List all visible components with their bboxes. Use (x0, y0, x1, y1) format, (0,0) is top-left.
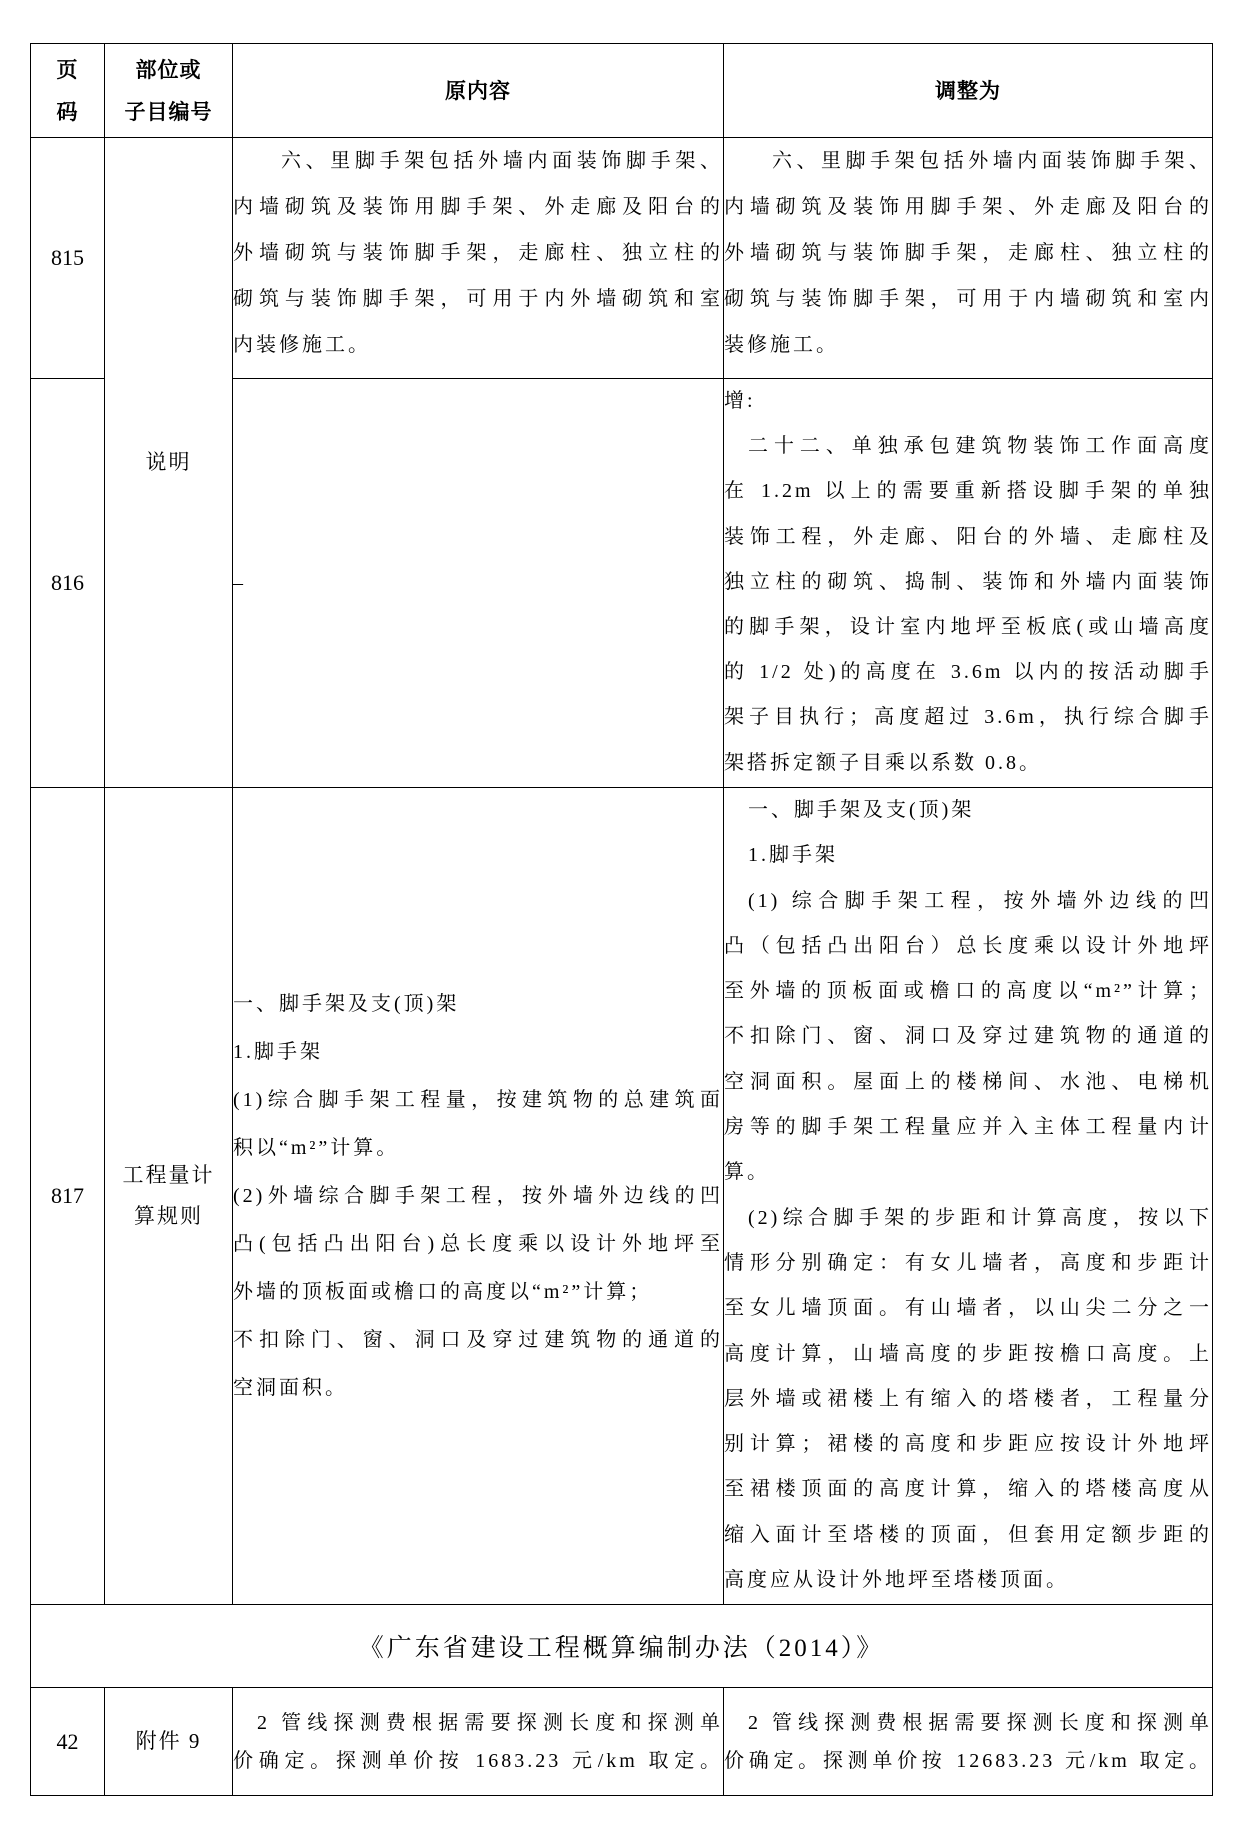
page-number: 815 (31, 138, 105, 379)
text-line: 凸（包括凸出阳台）总长度乘以设计外地坪 (724, 934, 1212, 957)
revision-table (30, 43, 1213, 1796)
text-line: 别计算；裙楼的高度和步距应按设计外地坪 (724, 1433, 1212, 1456)
section-title: 《广东省建设工程概算编制办法（2014）》 (31, 1605, 1213, 1688)
adjusted-content (724, 788, 1213, 1605)
text-line: (2)综合脚手架的步距和计算高度，按以下 (748, 1206, 1212, 1229)
section-label-line: 工程量计 (122, 1163, 215, 1187)
text-line: 六、里脚手架包括外墙内面装饰脚手架、 (772, 150, 1212, 172)
text-line: 空洞面积。 (233, 1377, 348, 1399)
text-line: 内墙砌筑及装饰用脚手架、外走廊及阳台的 (724, 196, 1212, 218)
header-page-line: 页 (56, 57, 79, 82)
text-line: 算。 (724, 1161, 770, 1184)
text-line: 层外墙或裙楼上有缩入的塔楼者，工程量分 (724, 1387, 1212, 1410)
text-line: 高度应从设计外地坪至塔楼顶面。 (724, 1569, 1069, 1592)
text-line: 增: (724, 390, 756, 412)
text-line: 在 1.2m 以上的需要重新搭设脚手架的单独 (724, 480, 1212, 503)
text-line: 凸(包括凸出阳台)总长度乘以设计外地坪至 (233, 1233, 723, 1255)
section-label: 说明 (105, 138, 233, 788)
text-line: 情形分别确定：有女儿墙者，高度和步距计 (724, 1251, 1212, 1274)
text-line: 2 管线探测费根据需要探测长度和探测单 (748, 1711, 1212, 1734)
text-line: 不扣除门、窗、洞口及穿过建筑物的通道的 (233, 1329, 723, 1351)
text-line: 外墙的顶板面或檐口的高度以“m²”计算； (233, 1281, 653, 1303)
table-row (31, 138, 1213, 379)
text-line: 装修施工。 (724, 334, 839, 356)
page-number: 816 (31, 379, 105, 788)
text-line: (1) 综合脚手架工程，按外墙外边线的凹 (748, 889, 1212, 912)
original-content (233, 138, 724, 379)
text-line: 的脚手架，设计室内地坪至板底(或山墙高度 (724, 615, 1212, 638)
text-line: 不扣除门、窗、洞口及穿过建筑物的通道的 (724, 1025, 1212, 1048)
text-line: 一、脚手架及支(顶)架 (233, 993, 460, 1015)
text-line: 价确定。探测单价按 12683.23 元/km 取定。 (724, 1749, 1212, 1772)
text-line: 房等的脚手架工程量应并入主体工程量内计 (724, 1116, 1212, 1139)
section-label-line: 算规则 (134, 1204, 203, 1228)
text-line: 缩入面计至塔楼的顶面，但套用定额步距的 (724, 1523, 1212, 1546)
original-content (233, 379, 724, 788)
text-line: 架子目执行；高度超过 3.6m，执行综合脚手 (724, 706, 1212, 729)
header-section-line: 部位或 (135, 57, 202, 82)
header-adjusted: 调整为 (724, 44, 1213, 138)
section-label (105, 788, 233, 1605)
text-line: 1.脚手架 (748, 844, 838, 867)
header-section (105, 44, 233, 138)
section-label: 附件 9 (105, 1688, 233, 1796)
adjusted-content (724, 138, 1213, 379)
text-line: 外墙砌筑与装饰脚手架，走廊柱、独立柱的 (724, 242, 1212, 264)
text-line: 内墙砌筑及装饰用脚手架、外走廊及阳台的 (233, 196, 723, 218)
text-line: 砌筑与装饰脚手架，可用于内墙砌筑和室内 (724, 288, 1212, 310)
text-line: 装饰工程，外走廊、阳台的外墙、走廊柱及 (724, 525, 1212, 548)
text-line: 架搭拆定额子目乘以系数 0.8。 (724, 751, 1042, 774)
text-line: 独立柱的砌筑、捣制、装饰和外墙内面装饰 (724, 570, 1212, 593)
table-row (31, 1688, 1213, 1796)
text-line: 至外墙的顶板面或檐口的高度以“m²”计算； (724, 980, 1212, 1003)
text-line: 的 1/2 处)的高度在 3.6m 以内的按活动脚手 (724, 661, 1212, 684)
text-line: 六、里脚手架包括外墙内面装饰脚手架、 (281, 150, 723, 172)
table-row (31, 788, 1213, 1605)
text-line: 积以“m²”计算。 (233, 1137, 400, 1159)
header-row (31, 44, 1213, 138)
original-content (233, 788, 724, 1605)
header-page (31, 44, 105, 138)
text-line: 至裙楼顶面的高度计算，缩入的塔楼高度从 (724, 1478, 1212, 1501)
text-line: 价确定。探测单价按 1683.23 元/km 取定。 (233, 1749, 723, 1772)
original-content (233, 1688, 724, 1796)
text-line: (2)外墙综合脚手架工程，按外墙外边线的凹 (233, 1185, 723, 1207)
text-line: 内装修施工。 (233, 334, 371, 356)
empty-dash: – (233, 572, 246, 594)
text-line: 1.脚手架 (233, 1041, 323, 1063)
text-line: 高度计算，山墙高度的步距按檐口高度。上 (724, 1342, 1212, 1365)
text-line: 二十二、单独承包建筑物装饰工作面高度 (748, 435, 1212, 458)
text-line: (1)综合脚手架工程量，按建筑物的总建筑面 (233, 1089, 723, 1111)
adjusted-content (724, 1688, 1213, 1796)
page-number: 42 (31, 1688, 105, 1796)
header-original: 原内容 (233, 44, 724, 138)
header-page-line: 码 (56, 99, 79, 124)
page-number: 817 (31, 788, 105, 1605)
text-line: 至女儿墙顶面。有山墙者，以山尖二分之一 (724, 1297, 1212, 1320)
text-line: 外墙砌筑与装饰脚手架，走廊柱、独立柱的 (233, 242, 723, 264)
section-title-row (31, 1605, 1213, 1688)
text-line: 2 管线探测费根据需要探测长度和探测单 (257, 1711, 723, 1734)
header-section-line: 子目编号 (124, 99, 213, 124)
text-line: 空洞面积。屋面上的楼梯间、水池、电梯机 (724, 1070, 1212, 1093)
adjusted-content (724, 379, 1213, 788)
text-line: 砌筑与装饰脚手架，可用于内外墙砌筑和室 (233, 288, 723, 310)
text-line: 一、脚手架及支(顶)架 (748, 799, 975, 821)
